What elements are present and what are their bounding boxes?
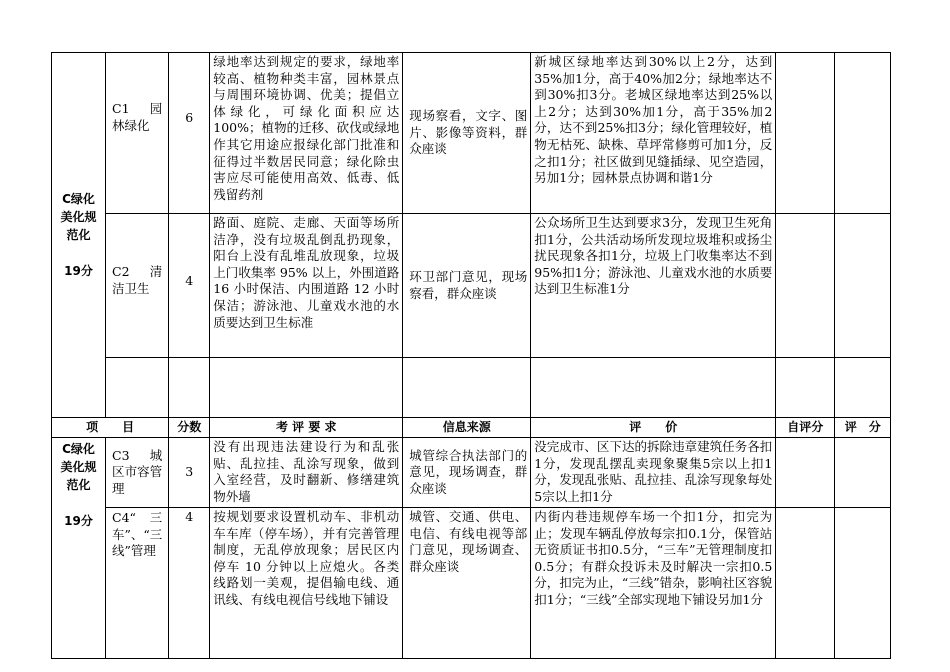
evaluation-cell: 新城区绿地率达到30%以上2分，达到35%加1分，高于40%加2分；绿地率达不到30%扣3分。老城区绿地率达到25%以上2分；达到30%加1分，高于35%加2分，达不到25%扣3分；绿化管理较好，植物无枯死、缺株、草坪常修剪可加1分，反之扣1分；社区做到见缝插绿、见空造园，另加1分；园林景点协调和谐1分 (531, 53, 776, 214)
header-eval-score: 评 分 (835, 418, 891, 438)
category-name-line: C绿化 (62, 192, 95, 206)
score-cell: 4 (169, 214, 210, 358)
eval-score-cell (835, 53, 891, 214)
evaluation-table (51, 52, 891, 659)
header-source: 信息来源 (403, 418, 531, 438)
self-score-cell (776, 214, 835, 358)
header-row (52, 418, 891, 438)
source-cell: 城管、交通、供电、电信、有线电视等部门意见，现场调查、群众座谈 (403, 508, 531, 659)
category-score: 19分 (64, 514, 93, 528)
eval-score-cell (835, 438, 891, 508)
score-cell: 3 (169, 438, 210, 508)
header-item: 项 目 (52, 418, 169, 438)
source-cell: 城管综合执法部门的意见，现场调查，群众座谈 (403, 438, 531, 508)
self-score-cell (776, 508, 835, 659)
evaluation-cell: 没完成市、区下达的拆除违章建筑任务各扣1分，发现乱摆乱卖现象聚集5宗以上扣1分，发现乱张贴、乱拉挂、乱涂写现象每处5宗以上扣1分 (531, 438, 776, 508)
evaluation-cell: 公众场所卫生达到要求3分，发现卫生死角扣1分，公共活动场所发现垃圾堆积或扬尘扰民现象各扣1分，垃圾上门收集率达不到95%扣1分；游泳池、儿童戏水池的水质要达到卫生标准1分 (531, 214, 776, 358)
table-row (52, 53, 891, 214)
table-row-blank (52, 358, 891, 418)
source-cell: 环卫部门意见，现场察看，群众座谈 (403, 214, 531, 358)
category-cell (52, 438, 106, 659)
category-score: 19分 (64, 264, 93, 278)
header-evaluation: 评 价 (531, 418, 776, 438)
eval-score-cell (835, 508, 891, 659)
table-row (52, 438, 891, 508)
requirement-cell: 按规划要求设置机动车、非机动车车库（停车场），并有完善管理制度，无乱停放现象；居民区内停车 10 分钟以上应熄火。各类线路划一美观，提倡输电线、通讯线、有线电视信号线地下铺设 (210, 508, 403, 659)
header-requirement: 考 评 要 求 (210, 418, 403, 438)
table-row (52, 214, 891, 358)
self-score-cell (776, 438, 835, 508)
category-name-line: 范化 (66, 478, 91, 492)
item-cell: C4“三车”、“三线”管理 (106, 508, 169, 659)
source-cell: 现场察看，文字、图片、影像等资料，群众座谈 (403, 53, 531, 214)
self-score-cell (776, 53, 835, 214)
header-self-eval: 自评分 (776, 418, 835, 438)
category-name-line: 美化规 (60, 210, 97, 224)
header-score: 分数 (169, 418, 210, 438)
score-cell: 6 (169, 53, 210, 214)
eval-score-cell (835, 214, 891, 358)
item-cell: C1 园林绿化 (106, 53, 169, 214)
category-name-line: 美化规 (60, 460, 97, 474)
requirement-cell: 绿地率达到规定的要求，绿地率较高、植物种类丰富，园林景点与周围环境协调、优美；提倡立体绿化，可绿化面积应达 100%；植物的迁移、砍伐或绿地作其它用途应报绿化部门批准和征得过半数居民同意；绿化除虫害应尽可能使用高效、低毒、低残留药剂 (210, 53, 403, 214)
requirement-cell: 路面、庭院、走廊、天面等场所洁净，没有垃圾乱倒乱扔现象，阳台上没有乱堆乱放现象，垃圾上门收集率 95% 以上，外围道路 16 小时保洁、内围道路 12 小时保洁；游泳池、儿童戏水池的水质要达到卫生标准 (210, 214, 403, 358)
table-row (52, 508, 891, 659)
category-name-line: C绿化 (62, 442, 95, 456)
score-cell: 4 (169, 508, 210, 659)
item-cell: C3 城区市容管理 (106, 438, 169, 508)
requirement-cell: 没有出现违法建设行为和乱张贴、乱拉挂、乱涂写现象，做到入室经营，及时翻新、修缮建筑物外墙 (210, 438, 403, 508)
category-cell (52, 53, 106, 418)
category-name-line: 范化 (66, 228, 91, 242)
item-cell: C2 清洁卫生 (106, 214, 169, 358)
evaluation-cell: 内街内巷违规停车场一个扣1分，扣完为止；发现车辆乱停放每宗扣0.1分，保管站无资质证书扣0.5分，“三车”无管理制度扣0.5分；有群众投诉未及时解决一宗扣0.5分，扣完为止，“三线”错杂，影响社区容貌扣1分；“三线”全部实现地下铺设另加1分 (531, 508, 776, 659)
